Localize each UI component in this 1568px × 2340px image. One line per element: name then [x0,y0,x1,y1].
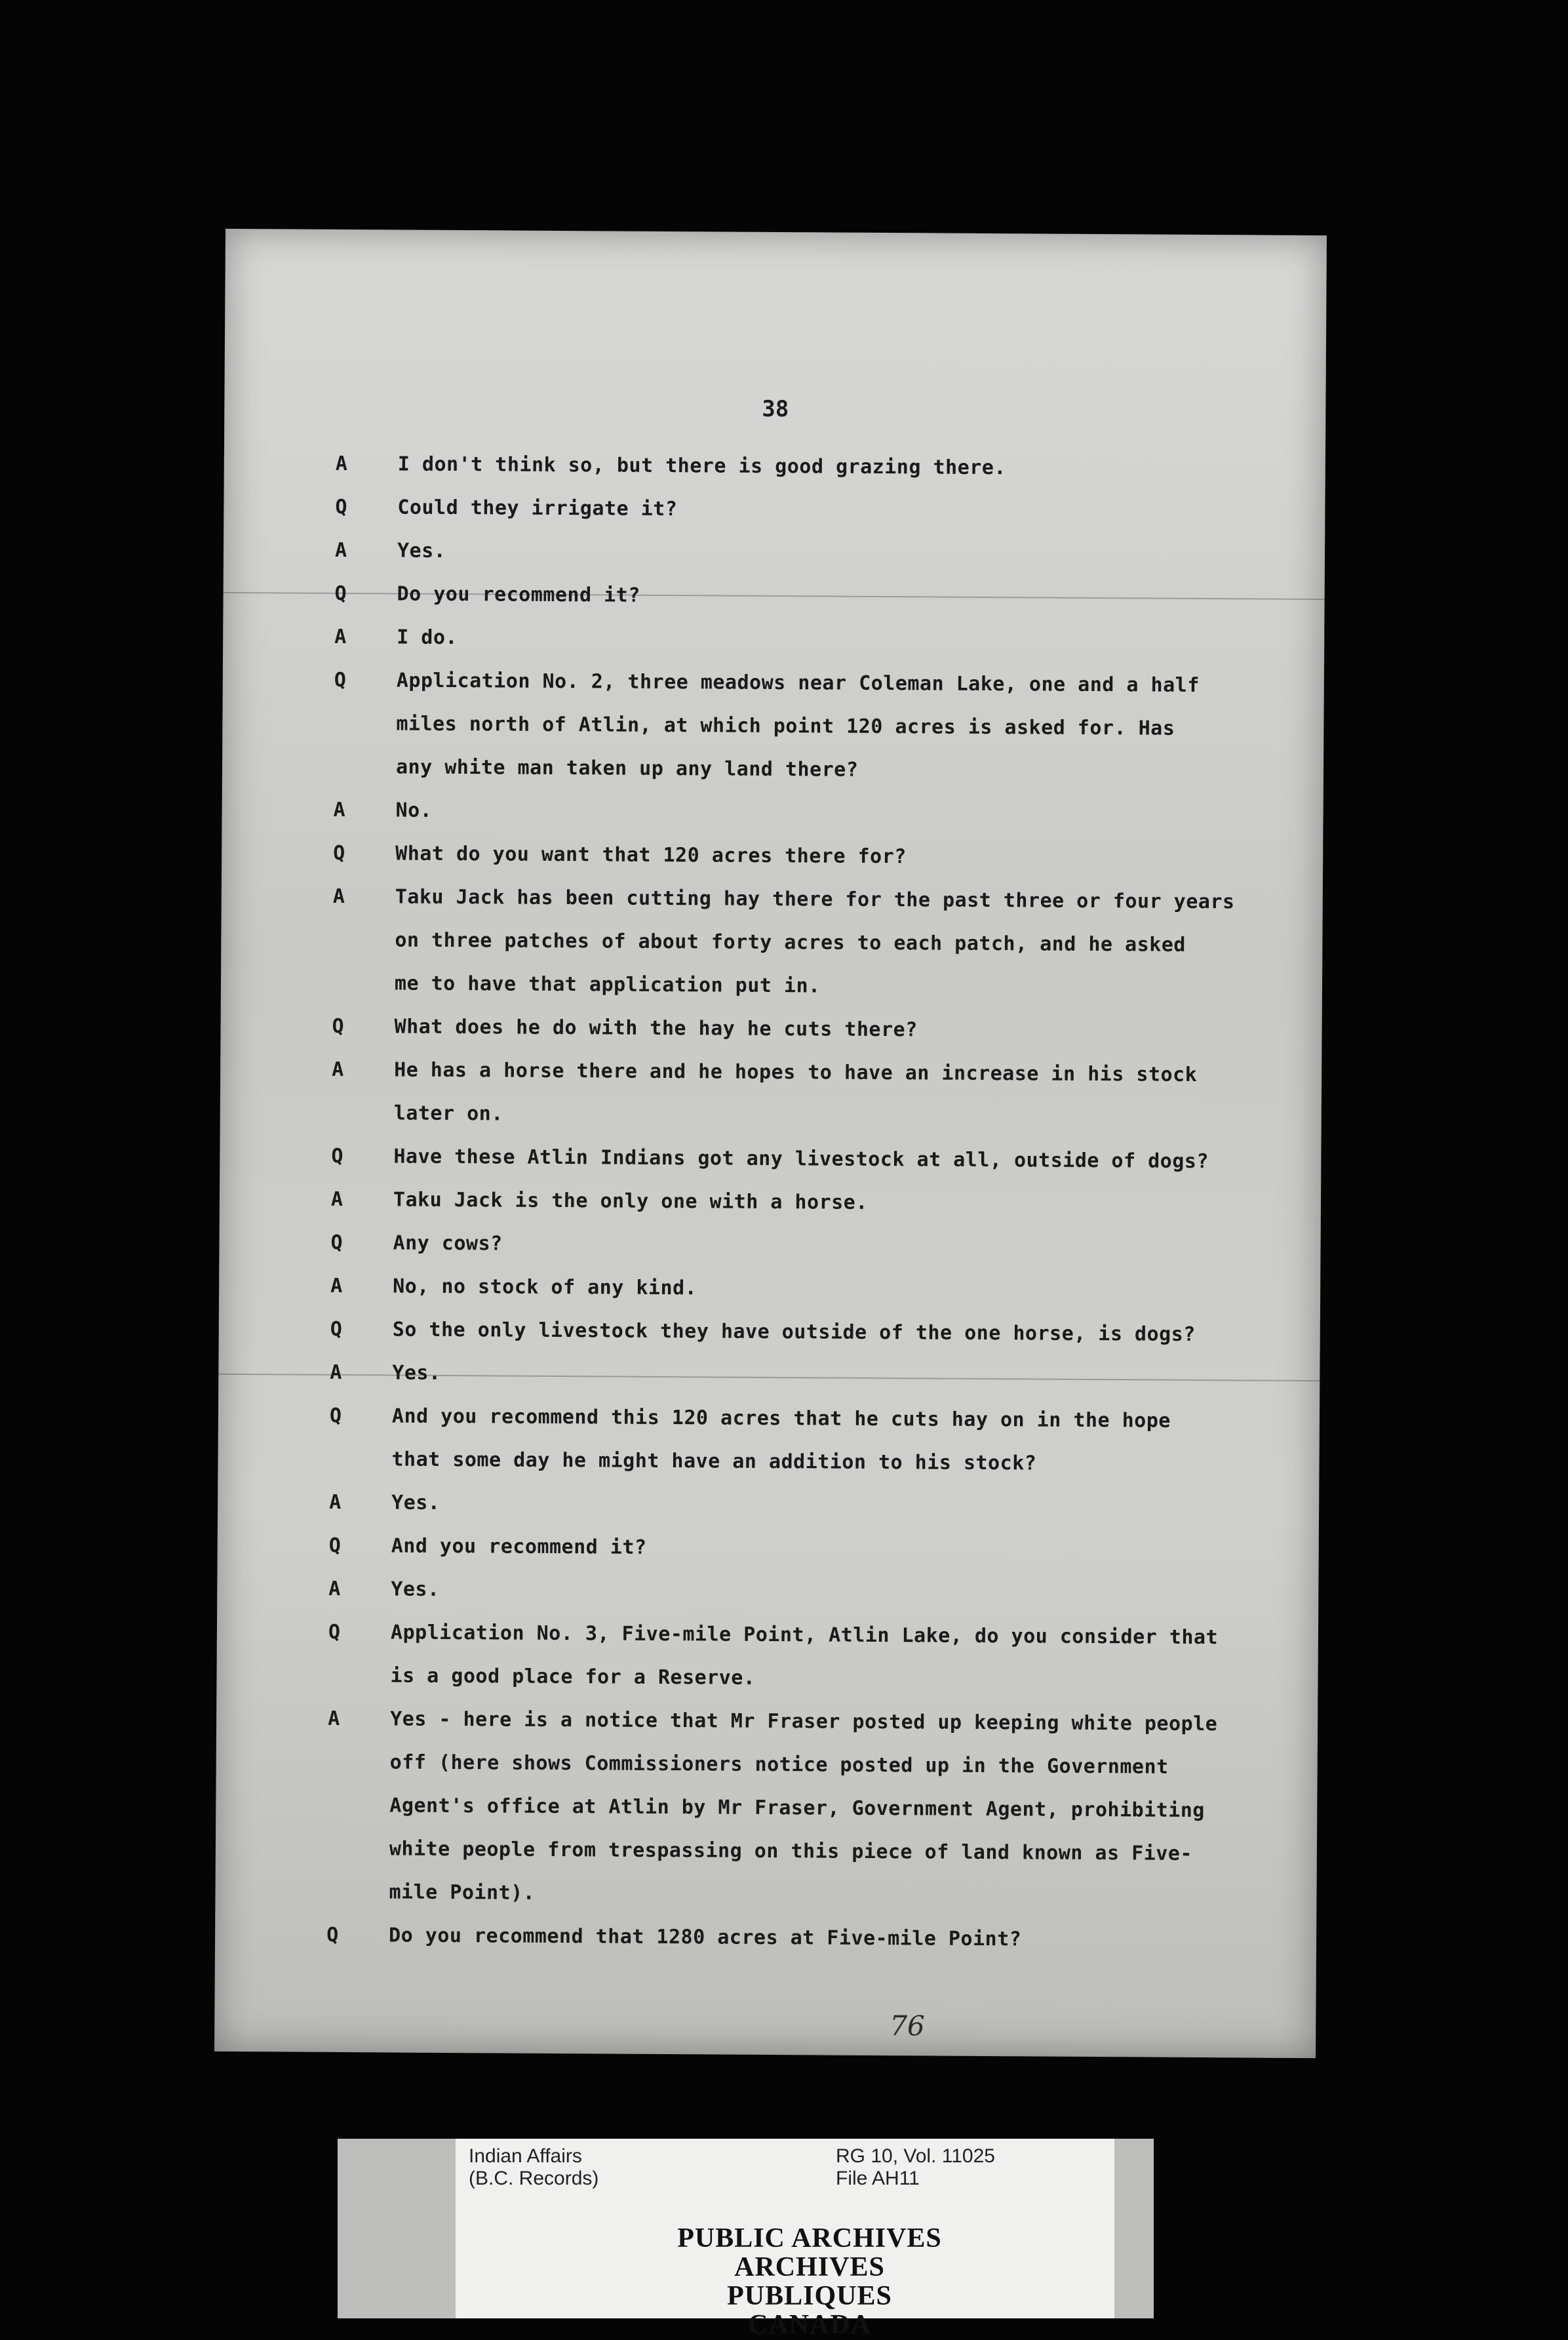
public-archives-stamp [665,2224,954,2339]
transcript-line [222,884,1323,930]
transcript-text: Agent's office at Atlin by Mr Fraser, Government Agent, prohibiting [389,1794,1205,1822]
transcript-text: Could they irrigate it? [397,496,677,521]
speaker-marker: A [328,1577,355,1600]
transcript-text: later on. [394,1101,503,1125]
transcript-text: No. [395,799,432,822]
transcript-text: Have these Atlin Indians got any livestock at all, outside of dogs? [393,1145,1209,1173]
transcript-text: is a good place for a Reserve. [390,1664,755,1689]
transcript-line [218,1404,1320,1450]
transcript-line [216,1793,1317,1839]
speaker-marker: A [336,452,362,475]
transcript-text: What do you want that 120 acres there for? [395,842,907,868]
transcript-line [216,1707,1318,1753]
transcript-line [215,1880,1316,1926]
transcript-text: mile Point). [389,1880,535,1904]
transcript-line [220,1058,1322,1103]
transcript-text: Yes. [397,539,446,562]
transcript-line [218,1360,1320,1406]
transcript-text: He has a horse there and he hopes to have an increase in his stock [394,1058,1197,1086]
transcript-line [222,798,1323,844]
transcript-text: What does he do with the hay he cuts there? [394,1015,917,1041]
speaker-marker: A [328,1707,354,1730]
transcript-line [219,1317,1320,1363]
transcript-text: Do you recommend it? [397,582,640,606]
transcript-text: that some day he might have an addition to his stock? [391,1448,1036,1475]
page-number: 38 [762,396,789,422]
transcript-line [224,538,1325,584]
transcript-line [216,1750,1317,1796]
stamp-line: PUBLIC ARCHIVES [665,2224,954,2253]
transcript-line [217,1620,1318,1666]
speaker-marker: Q [331,1145,357,1168]
label-margin [1114,2139,1154,2318]
handwritten-folio-number: 76 [890,2010,925,2042]
transcript-line [216,1836,1317,1882]
transcript-text: any white man taken up any land there? [396,755,859,781]
archive-label [338,2139,1154,2318]
transcript-text: No, no stock of any kind. [393,1275,697,1299]
transcript-text: Any cows? [393,1231,502,1255]
transcript-text: Taku Jack has been cutting hay there for the past three or four years [395,885,1235,913]
transcript-text: I do. [397,625,458,649]
speaker-marker: A [333,885,359,908]
speaker-marker: Q [329,1534,355,1557]
speaker-marker: A [332,1058,358,1081]
archive-reference [836,2145,995,2190]
speaker-marker: Q [326,1924,353,1947]
transcript-text: off (here shows Commissioners notice posted up in the Government [390,1751,1169,1778]
collection-name [469,2145,598,2190]
transcript-text: Yes. [392,1361,441,1384]
transcript-text: And you recommend it? [391,1534,647,1558]
speaker-marker: Q [330,1231,357,1254]
transcript-text: I don't think so, but there is good grazing there. [398,452,1006,479]
speaker-marker: A [330,1361,356,1384]
speaker-marker: A [331,1188,357,1211]
speaker-marker: Q [330,1404,356,1427]
transcript-line [217,1577,1318,1623]
transcript-line [222,711,1323,757]
transcript-line [224,452,1325,498]
transcript-line [220,1101,1322,1147]
reference-line: RG 10, Vol. 11025 [836,2145,995,2168]
reference-line: File AH11 [836,2168,995,2190]
transcript-line [220,1014,1322,1060]
transcript-line [222,755,1323,801]
transcript-line [222,841,1323,887]
collection-line: Indian Affairs [469,2145,598,2168]
transcript-text: Yes. [391,1491,440,1514]
speaker-marker: Q [328,1621,355,1644]
transcript-text: So the only livestock they have outside of the one horse, is dogs? [393,1318,1196,1345]
transcript-line [216,1663,1318,1709]
transcript-line [220,1144,1321,1190]
transcript-line [223,582,1324,627]
transcript-text: me to have that application put in. [395,972,821,997]
transcript-line [217,1534,1318,1579]
label-margin [338,2139,456,2318]
transcript-line [219,1231,1320,1277]
transcript-line [223,668,1324,714]
transcript-text: white people from trespassing on this piece of land known as Five- [389,1837,1192,1865]
transcript-line [215,1923,1316,1969]
speaker-marker: Q [335,582,361,605]
stamp-line: CANADA [665,2310,954,2339]
transcript-text: And you recommend this 120 acres that he cuts hay on in the hope [392,1404,1171,1432]
transcript-line [221,971,1322,1017]
transcript-text: on three patches of about forty acres to each patch, and he asked [395,928,1186,956]
collection-line: (B.C. Records) [469,2168,598,2190]
speaker-marker: A [329,1491,355,1514]
transcript-line [218,1490,1319,1536]
archive-reference-card [456,2139,1114,2318]
speaker-marker: Q [334,669,361,692]
transcript-text: Yes - here is a notice that Mr Fraser posted up keeping white people [390,1707,1217,1735]
speaker-marker: Q [330,1318,357,1341]
speaker-marker: A [335,539,361,562]
speaker-marker: Q [335,496,361,519]
transcript-line [223,625,1324,671]
document-page [214,229,1327,2058]
transcript-line [221,928,1322,974]
transcript-text: Application No. 3, Five-mile Point, Atlin Lake, do you consider that [391,1621,1218,1649]
speaker-marker: A [334,625,361,648]
transcript-text: Do you recommend that 1280 acres at Five-mile Point? [389,1924,1021,1951]
transcript-line [219,1274,1320,1320]
transcript-line [218,1447,1319,1493]
transcript-text: Application No. 2, three meadows near Coleman Lake, one and a half [397,669,1200,696]
transcript [225,229,1327,235]
speaker-marker: Q [332,1015,358,1038]
transcript-text: miles north of Atlin, at which point 120 acres is asked for. Has [396,712,1175,740]
transcript-line [220,1187,1321,1233]
speaker-marker: Q [333,842,359,865]
stamp-line: ARCHIVES PUBLIQUES [665,2253,954,2310]
transcript-text: Yes. [391,1577,439,1600]
speaker-marker: A [333,799,359,822]
transcript-text: Taku Jack is the only one with a horse. [393,1188,868,1214]
transcript-line [224,495,1325,541]
speaker-marker: A [330,1275,357,1298]
